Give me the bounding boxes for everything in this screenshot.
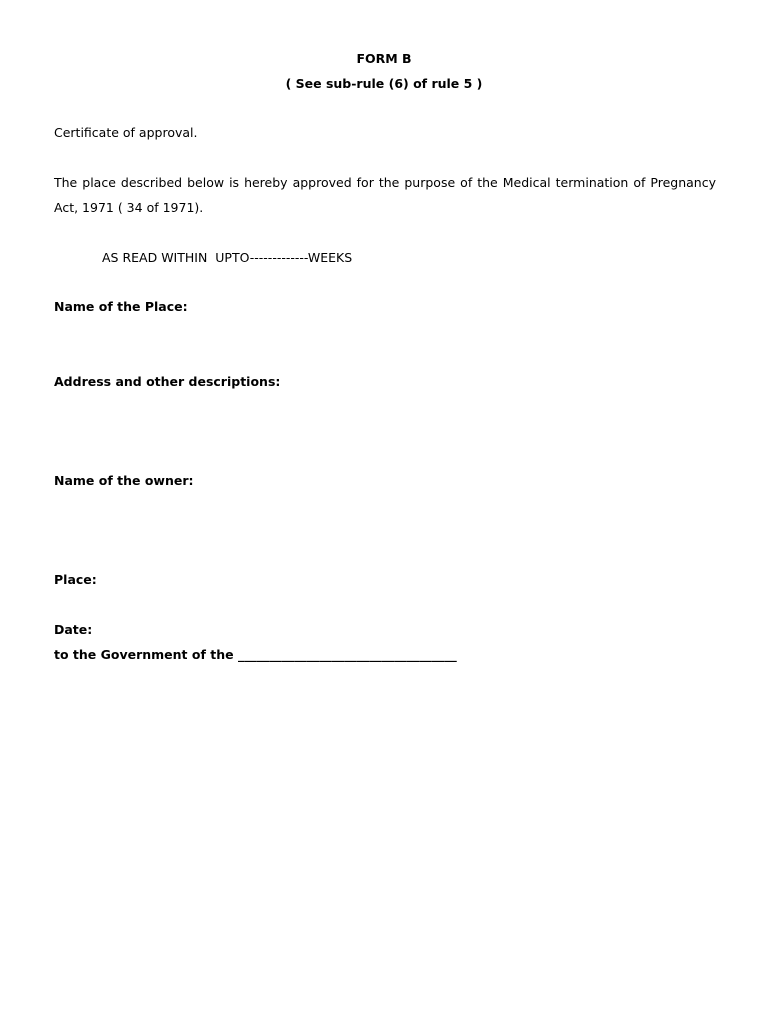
weeks-line: AS READ WITHIN UPTO-------------WEEKS <box>102 250 353 265</box>
form-subtitle: ( See sub-rule (6) of rule 5 ) <box>285 76 483 91</box>
date-label: Date: <box>54 622 93 637</box>
place-name-label: Name of the Place: <box>54 299 188 314</box>
certificate-label: Certificate of approval. <box>54 125 198 140</box>
form-title: FORM B <box>356 51 412 66</box>
owner-label: Name of the owner: <box>54 473 194 488</box>
address-label: Address and other descriptions: <box>54 374 281 389</box>
place-label: Place: <box>54 572 97 587</box>
government-line: to the Government of the ___________________________________ <box>54 647 457 662</box>
approval-paragraph: The place described below is hereby approved for the purpose of the Medical termination of Pregnancy Act, 1971 ( 34 of 1971). <box>54 175 716 215</box>
